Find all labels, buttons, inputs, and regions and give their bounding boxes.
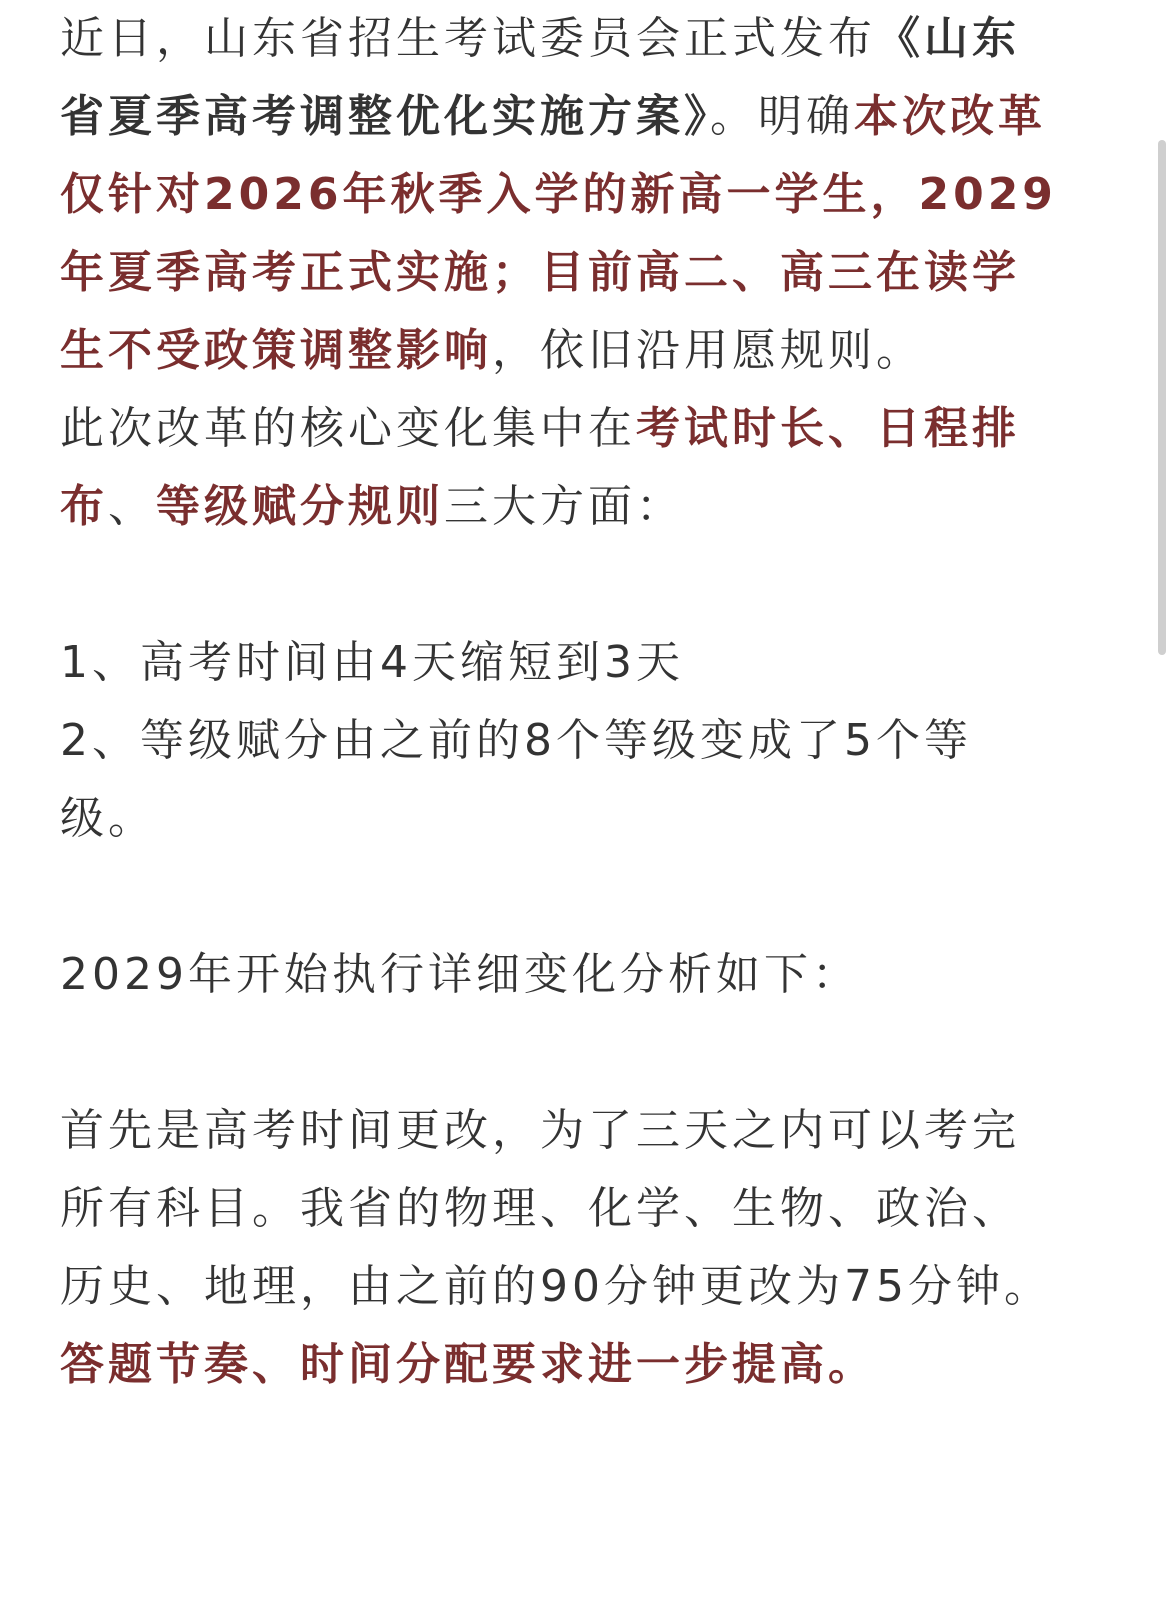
paragraph-analysis-heading: 2029年开始执行详细变化分析如下： [60, 949, 860, 1000]
intro-text-3: ，依旧沿用愿规则。 [492, 325, 924, 376]
scrollbar[interactable] [1156, 0, 1170, 1613]
spacer [60, 858, 1060, 936]
document-title: 《山东省夏季高考调整优化实施方案》 [60, 13, 1020, 142]
highlight-pace: 答题节奏、时间分配要求进一步提高。 [60, 1339, 876, 1390]
paragraph-time-change [60, 1092, 1060, 1404]
spacer [60, 1014, 1060, 1092]
intro-text: 近日，山东省招生考试委员会正式发布 [60, 13, 876, 64]
highlight-schedule: 日程排布 [60, 403, 1020, 532]
paragraph-intro [60, 0, 1060, 390]
scrollbar-thumb[interactable] [1158, 140, 1166, 655]
time-change-text: 首先是高考时间更改，为了三天之内可以考完所有科目。我省的物理、化学、生物、政治、历史、地理，由之前的90分钟更改为75分钟。 [60, 1105, 1052, 1312]
paragraph-core-changes [60, 390, 1060, 546]
list-item: 2、等级赋分由之前的8个等级变成了5个等级。 [60, 715, 972, 844]
core-text: 此次改革的核心变化集中在 [60, 403, 636, 454]
highlight-grading-rules: 等级赋分规则 [156, 481, 444, 532]
spacer [60, 546, 1060, 624]
highlight-exam-duration: 考试时长 [636, 403, 828, 454]
highlight-separator-1: 、 [828, 403, 876, 454]
highlight-scope: 本次改革仅针对2026年秋季入学的新高一学生，2029年夏季高考正式实施；目前高二、高三在读学生不受政策调整影响 [60, 91, 1057, 376]
list-item: 1、高考时间由4天缩短到3天 [60, 637, 684, 688]
separator-2: 、 [108, 481, 156, 532]
intro-text-2: 。明确 [710, 91, 854, 142]
core-text-2: 三大方面： [444, 481, 684, 532]
article-body [60, 0, 1060, 1404]
